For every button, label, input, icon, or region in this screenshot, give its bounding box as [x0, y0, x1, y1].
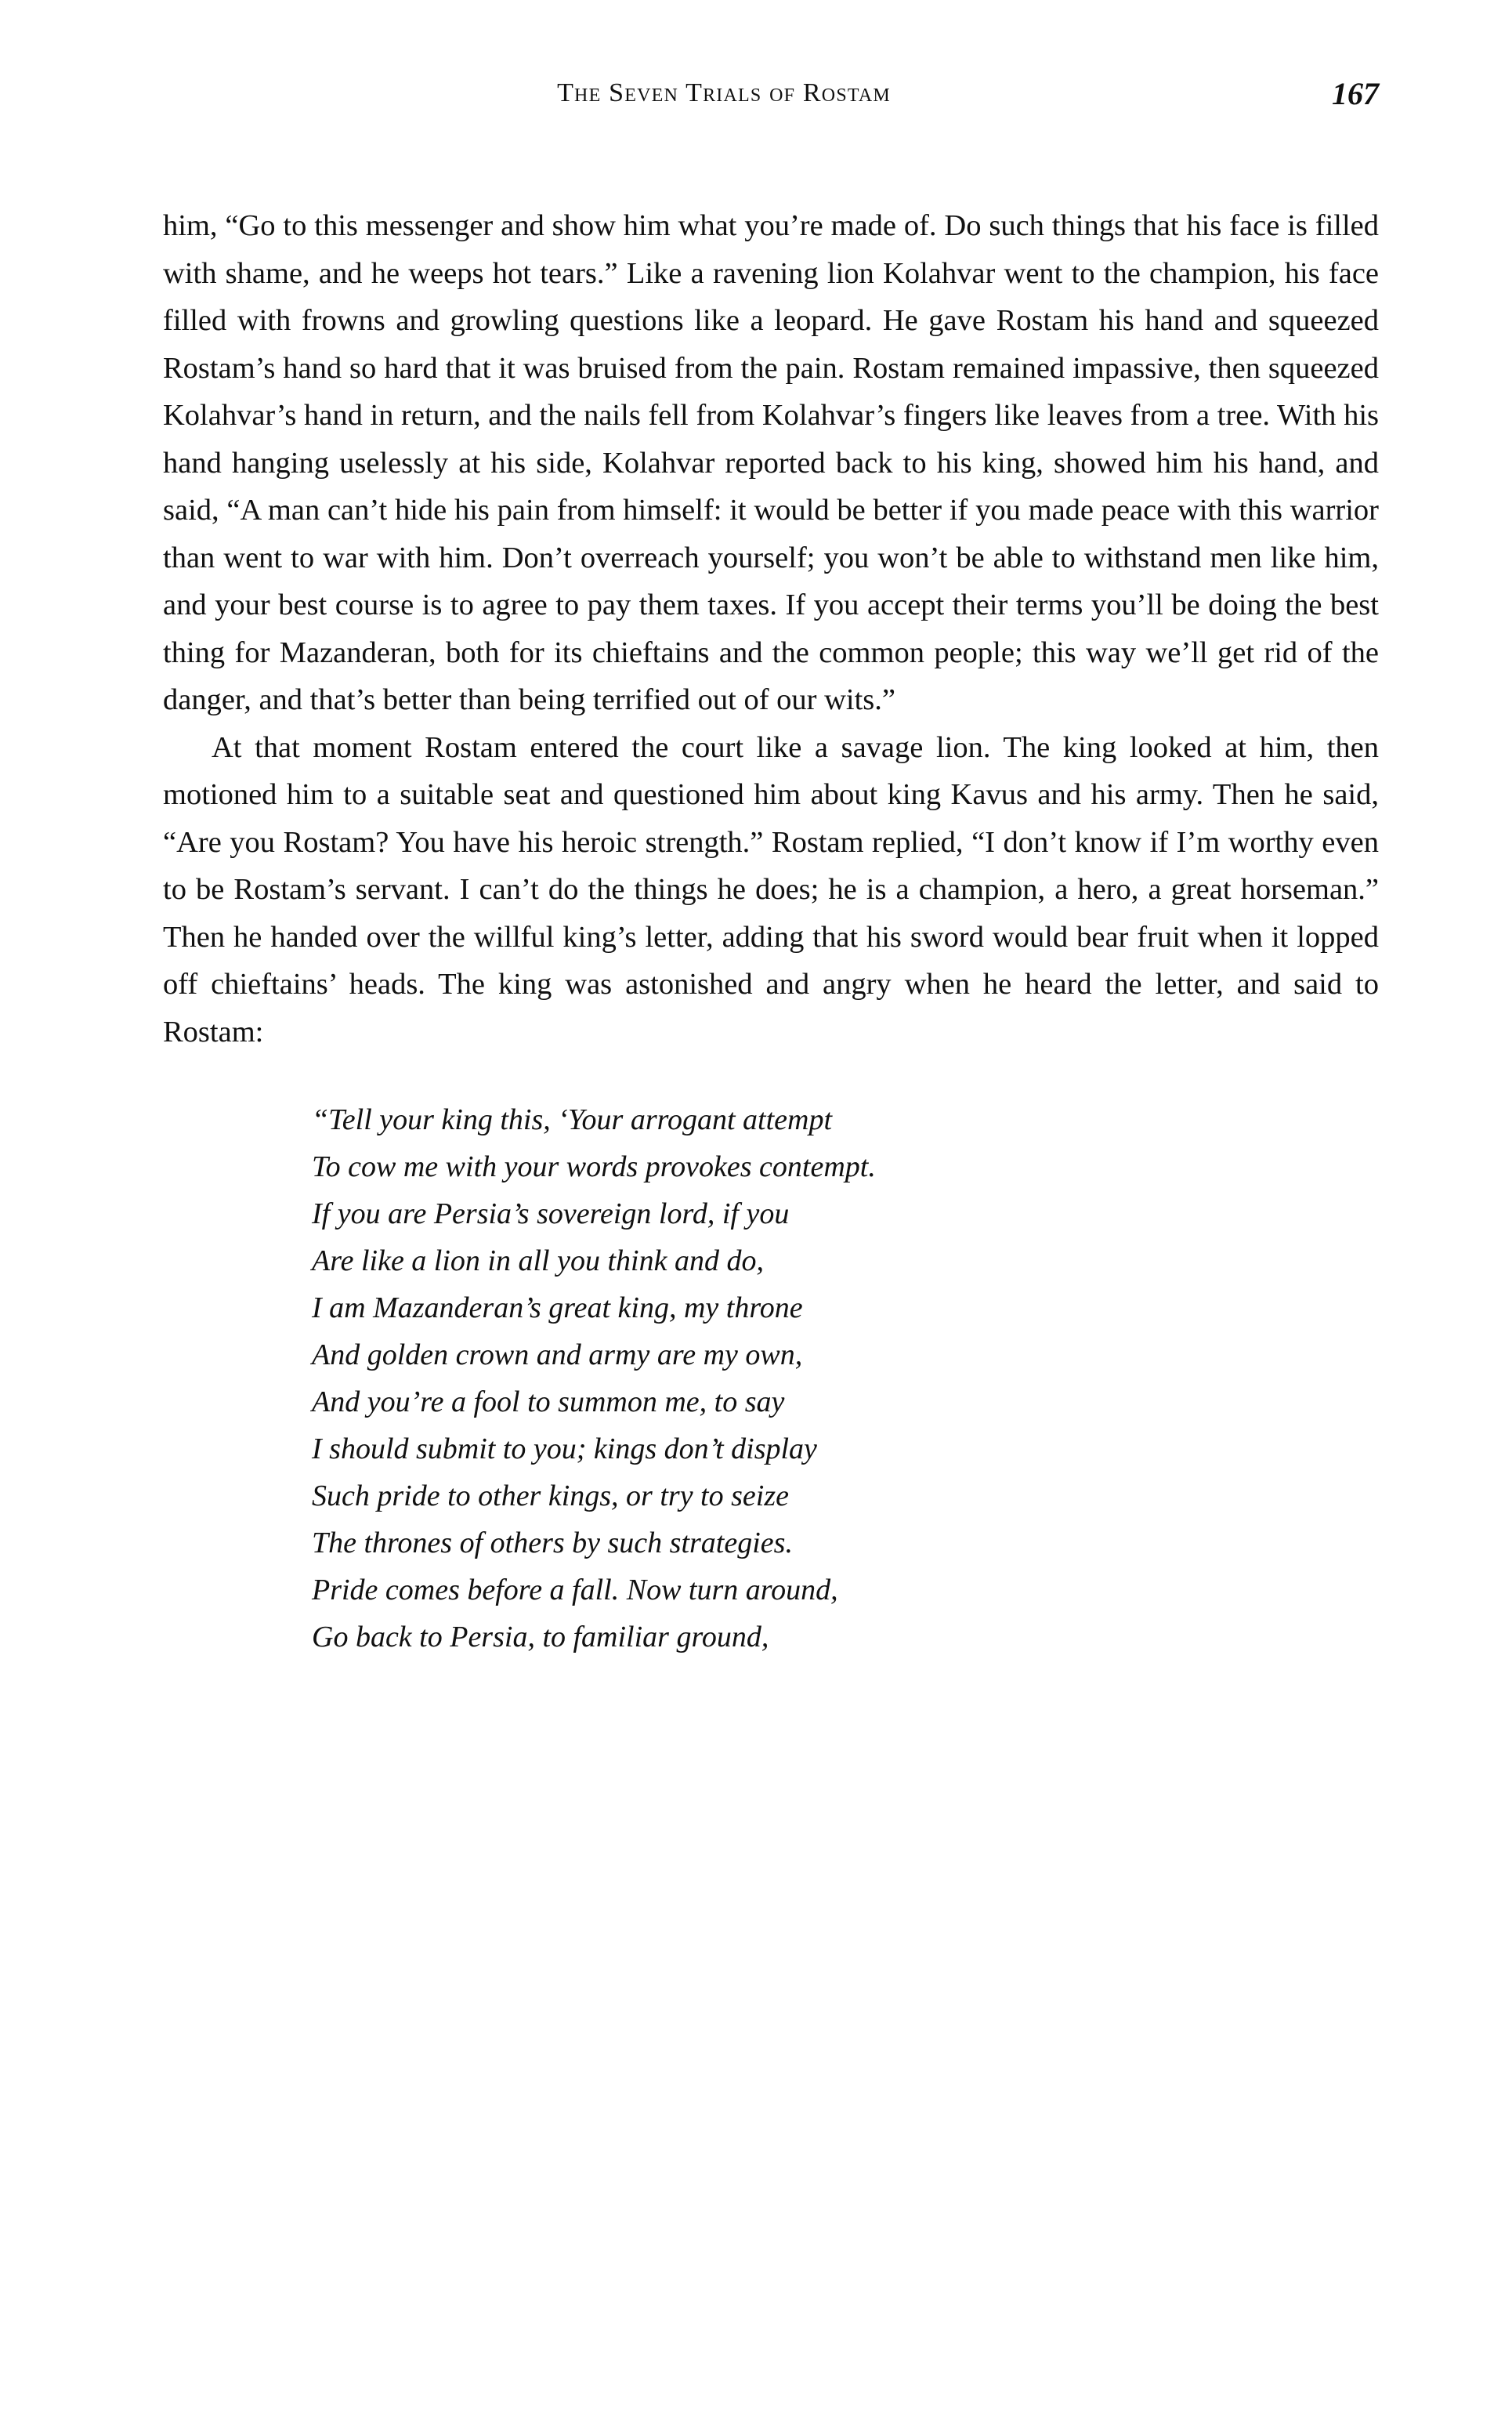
verse-line: “Tell your king this, ‘Your arrogant attempt — [312, 1103, 833, 1136]
running-head-title: The Seven Trials of Rostam — [557, 78, 891, 107]
paragraph-continued: him, “Go to this messenger and show him what you’re made of. Do such things that his face is filled with shame, and he weeps hot tears.” Like a ravening lion Kolahvar went to the champion, his face filled with frowns and growling questions like a leopard. He gave Rostam his hand and squeezed Rostam’s hand so hard that it was bruised from the pain. Rostam remained impassive, then squeezed Kolahvar’s hand in return, and the nails fell from Kolahvar’s fingers like leaves from a tree. With his hand hanging uselessly at his side, Kolahvar reported back to his king, showed him his hand, and said, “A man can’t hide his pain from himself: it would be better if you made peace with this warrior than went to war with him. Don’t overreach yourself; you won’t be able to withstand men like him, and your best course is to agree to pay them taxes. If you accept their terms you’ll be doing the best thing for Mazanderan, both for its chieftains and the common people; this way we’ll get rid of the danger, and that’s better than being terrified out of our wits.” — [163, 209, 1379, 716]
verse-line: The thrones of others by such strategies. — [312, 1527, 793, 1559]
running-head — [163, 78, 1379, 118]
text-block — [163, 202, 1379, 1661]
verse-line: And golden crown and army are my own, — [312, 1338, 803, 1371]
page-number: 167 — [1332, 76, 1379, 111]
verse-line: Such pride to other kings, or try to seize — [312, 1480, 789, 1512]
verse-line: I am Mazanderan’s great king, my throne — [312, 1291, 803, 1324]
verse-line: Go back to Persia, to familiar ground, — [312, 1621, 769, 1653]
verse-block — [163, 1096, 1379, 1661]
verse-line: Are like a lion in all you think and do, — [312, 1244, 764, 1277]
verse-line: If you are Persia’s sovereign lord, if you — [312, 1197, 790, 1230]
verse-line: To cow me with your words provokes contempt. — [312, 1150, 876, 1183]
verse-line: Pride comes before a fall. Now turn around, — [312, 1574, 838, 1606]
verse-line: I should submit to you; kings don’t display — [312, 1432, 817, 1465]
paragraph-rostam-enters-court: At that moment Rostam entered the court like a savage lion. The king looked at him, then motioned him to a suitable seat and questioned him about king Kavus and his army. Then he said, “Are you Rostam? You have his heroic strength.” Rostam replied, “I don’t know if I’m worthy even to be Rostam’s servant. I can’t do the things he does; he is a champion, a hero, a great horseman.” Then he handed over the willful king’s letter, adding that his sword would bear fruit when it lopped off chieftains’ heads. The king was astonished and angry when he heard the letter, and said to Rostam: — [163, 730, 1379, 1049]
verse-line: And you’re a fool to summon me, to say — [312, 1385, 785, 1418]
